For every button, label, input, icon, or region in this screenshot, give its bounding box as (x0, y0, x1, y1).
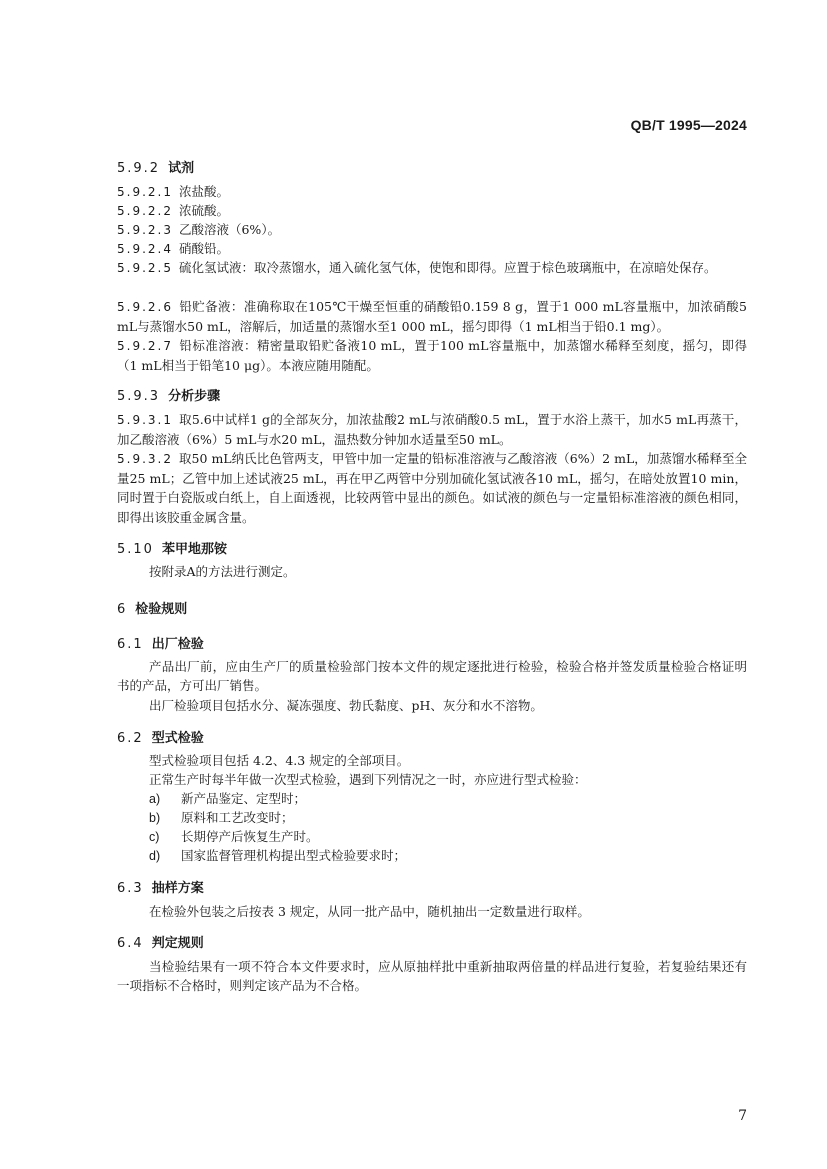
clause-5-9-3-2: 5.9.3.2 取50 mL纳氏比色管两支，甲管中加一定量的铅标准溶液与乙酸溶液（6%）2 mL，加蒸馏水稀释至全量25 mL；乙管中加上述试液25 mL，再在甲乙两管中分别加硫化氢试液各10 mL，摇匀，在暗处放置10 min，同时置于白瓷版或白纸上，自上面透视，比较两管中显出的颜色。如试液的颜色与一定量铅标准溶液的颜色相同，即得出该胶重金属含量。 (117, 451, 747, 525)
text-6-1-p2: 出厂检验项目包括水分、凝冻强度、勃氏黏度、pH、灰分和水不溶物。 (149, 698, 543, 713)
list-item: d) 国家监督管理机构提出型式检验要求时； (149, 848, 407, 863)
list-item: c) 长期停产后恢复生产时。 (149, 829, 319, 844)
clause-5-9-2-4: 5.9.2.4 硝酸铅。 (117, 241, 229, 256)
heading-6-2: 6.2 型式检验 (117, 731, 204, 746)
clause-5-9-2-3: 5.9.2.3 乙酸溶液（6%）。 (117, 222, 281, 237)
clause-5-9-2-7: 5.9.2.7 铅标准溶液：精密量取铅贮备液10 mL，置于100 mL容量瓶中，加蒸馏水稀释至刻度，摇匀，即得（1 mL相当于铅笔10 μg）。本液应随用随配。 (117, 338, 747, 374)
heading-6: 6 检验规则 (117, 602, 188, 617)
text-6-2-p2: 正常生产时每半年做一次型式检验，遇到下列情况之一时，亦应进行型式检验： (149, 772, 587, 787)
heading-5-10: 5.10 苯甲地那铵 (117, 542, 227, 557)
text-5-10: 按附录A的方法进行测定。 (149, 564, 296, 579)
heading-6-3: 6.3 抽样方案 (117, 881, 204, 896)
heading-6-4: 6.4 判定规则 (117, 936, 204, 951)
clause-5-9-2-1: 5.9.2.1 浓盐酸。 (117, 184, 229, 199)
clause-5-9-2-2: 5.9.2.2 浓硫酸。 (117, 203, 229, 218)
text-6-3-p1: 在检验外包装之后按表 3 规定，从同一批产品中，随机抽出一定数量进行取样。 (149, 904, 590, 919)
list-item: a) 新产品鉴定、定型时； (149, 791, 307, 806)
list-item: b) 原料和工艺改变时； (149, 810, 294, 825)
text-6-4-p1: 当检验结果有一项不符合本文件要求时，应从原抽样批中重新抽取两倍量的样品进行复验，若复验结果还有一项指标不合格时，则判定该产品为不合格。 (117, 959, 747, 994)
clause-5-9-3-1: 5.9.3.1 取5.6中试样1 g的全部灰分，加浓盐酸2 mL与浓硝酸0.5 mL，置于水浴上蒸干，加水5 mL再蒸干，加乙酸溶液（6%）5 mL与水20 mL，温热数分钟加水适量至50 mL。 (117, 412, 747, 448)
heading-6-1: 6.1 出厂检验 (117, 637, 204, 652)
page-number: 7 (738, 1108, 747, 1124)
heading-5-9-3: 5.9.3 分析步骤 (117, 389, 221, 404)
text-6-2-p1: 型式检验项目包括 4.2、4.3 规定的全部项目。 (149, 753, 410, 768)
clause-5-9-2-5: 5.9.2.5 硫化氢试液：取冷蒸馏水，通入硫化氢气体，使饱和即得。应置于棕色玻璃瓶中，在凉暗处保存。 (117, 260, 717, 275)
standard-number: QB/T 1995—2024 (630, 117, 747, 133)
clause-5-9-2-6: 5.9.2.6 铅贮备液：准确称取在105℃干燥至恒重的硝酸铅0.159 8 g，置于1 000 mL容量瓶中，加浓硝酸5 mL与蒸馏水50 mL，溶解后，加适量的蒸馏水至1 000 mL，摇匀即得（1 mL相当于铅0.1 mg）。 (117, 299, 747, 335)
heading-5-9-2: 5.9.2 试剂 (117, 161, 195, 176)
text-6-1-p1: 产品出厂前，应由生产厂的质量检验部门按本文件的规定逐批进行检验，检验合格并签发质量检验合格证明书的产品，方可出厂销售。 (117, 659, 747, 694)
